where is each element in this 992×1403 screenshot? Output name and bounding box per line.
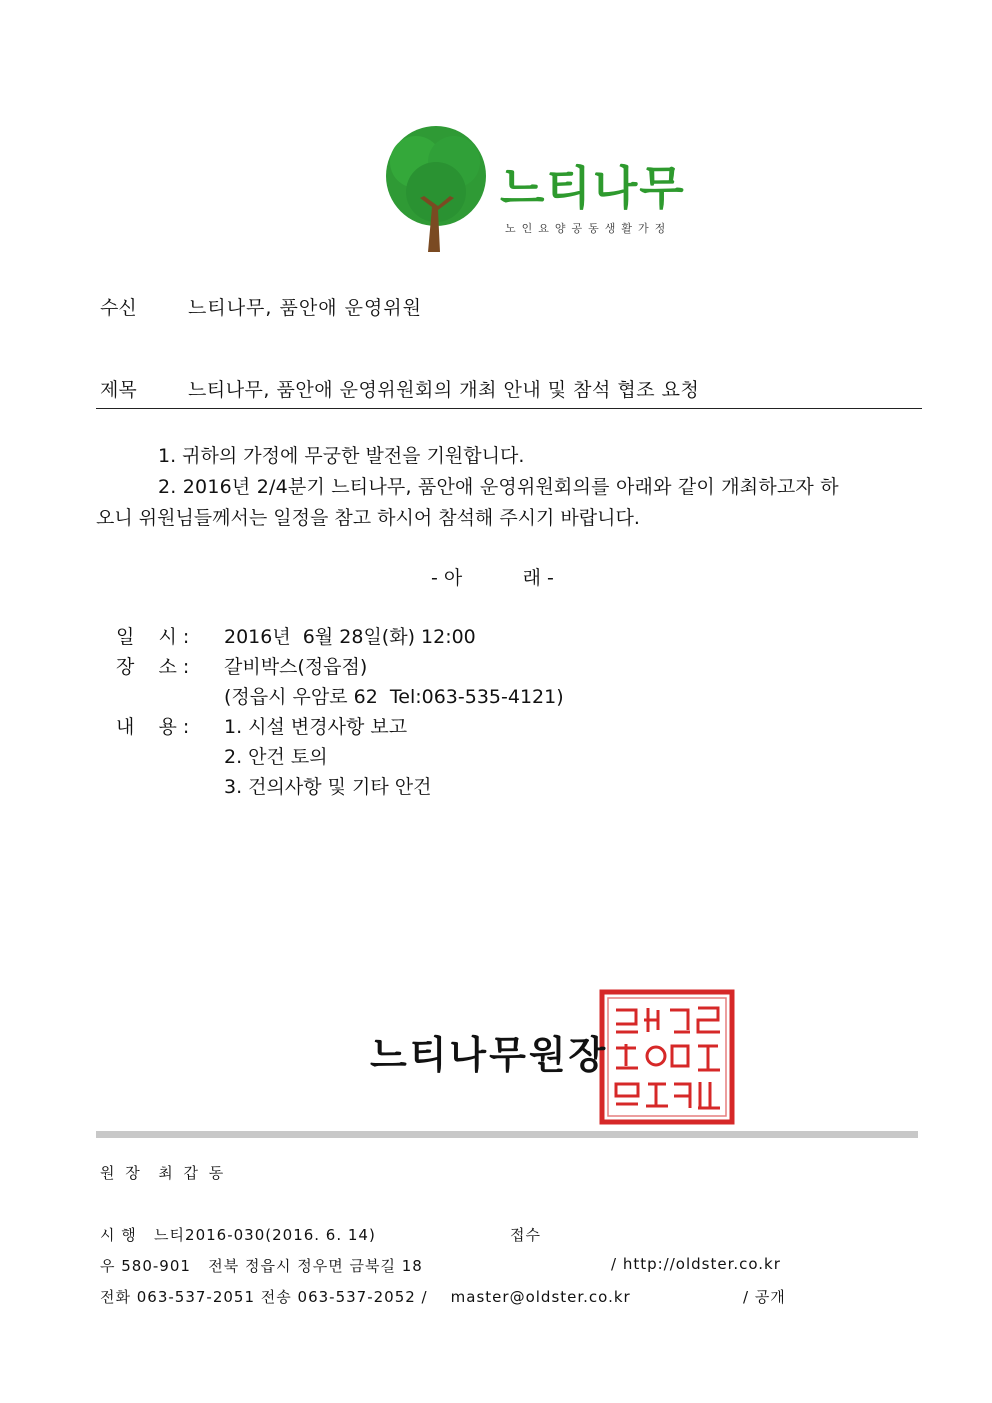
- recipient-label: 수신: [100, 297, 137, 319]
- content-item: 1. 시설 변경사항 보고: [224, 716, 408, 738]
- subject-divider: [96, 408, 922, 409]
- footer-divider: [96, 1131, 918, 1138]
- content-label: 내 용 :: [116, 716, 190, 738]
- subject-label: 제목: [100, 379, 137, 401]
- subject-value: 느티나무, 품안애 운영위원회의 개최 안내 및 참석 협조 요청: [188, 379, 700, 401]
- paragraph-1: 1. 귀하의 가정에 무궁한 발전을 기원합니다.: [158, 445, 525, 467]
- issue-number: 시 행 느티2016-030(2016. 6. 14): [100, 1226, 376, 1244]
- tree-logo-icon: [380, 112, 500, 257]
- place-label: 장 소 :: [116, 656, 190, 678]
- logo-subtitle: 노인요양공동생활가정: [505, 222, 672, 235]
- logo-name: 느티나무: [500, 161, 686, 215]
- place-value: 갈비박스(정읍점): [224, 656, 368, 678]
- content-item: 3. 건의사항 및 기타 안건: [224, 776, 432, 798]
- content-item: 2. 안건 토의: [224, 746, 328, 768]
- paragraph-2-line-1: 2. 2016년 2/4분기 느티나무, 품안애 운영위원회의를 아래와 같이 개최하고자 하: [158, 476, 839, 498]
- public-status: / 공개: [743, 1288, 786, 1306]
- recipient-value: 느티나무, 품안애 운영위원: [188, 297, 423, 319]
- postal-address: 우 580-901 전북 정읍시 정우면 금북길 18: [100, 1257, 423, 1275]
- contact-info: 전화 063-537-2051 전송 063-537-2052 / master@oldster.co.kr: [100, 1288, 631, 1306]
- date-value: 2016년 6월 28일(화) 12:00: [224, 626, 476, 648]
- place-address: (정읍시 우암로 62 Tel:063-535-4121): [224, 686, 564, 708]
- paragraph-2-line-2: 오니 위원님들께서는 일정을 참고 하시어 참석해 주시기 바랍니다.: [96, 507, 640, 529]
- website-link[interactable]: / http://oldster.co.kr: [611, 1255, 781, 1273]
- receipt-label: 접수: [510, 1226, 541, 1244]
- notice-heading: - 아 래 -: [431, 567, 554, 589]
- director-name: 원 장 최 갑 동: [100, 1164, 227, 1182]
- official-seal-icon: [598, 988, 736, 1126]
- signer-title: 느티나무원장: [370, 1033, 609, 1077]
- date-label: 일 시 :: [116, 626, 190, 648]
